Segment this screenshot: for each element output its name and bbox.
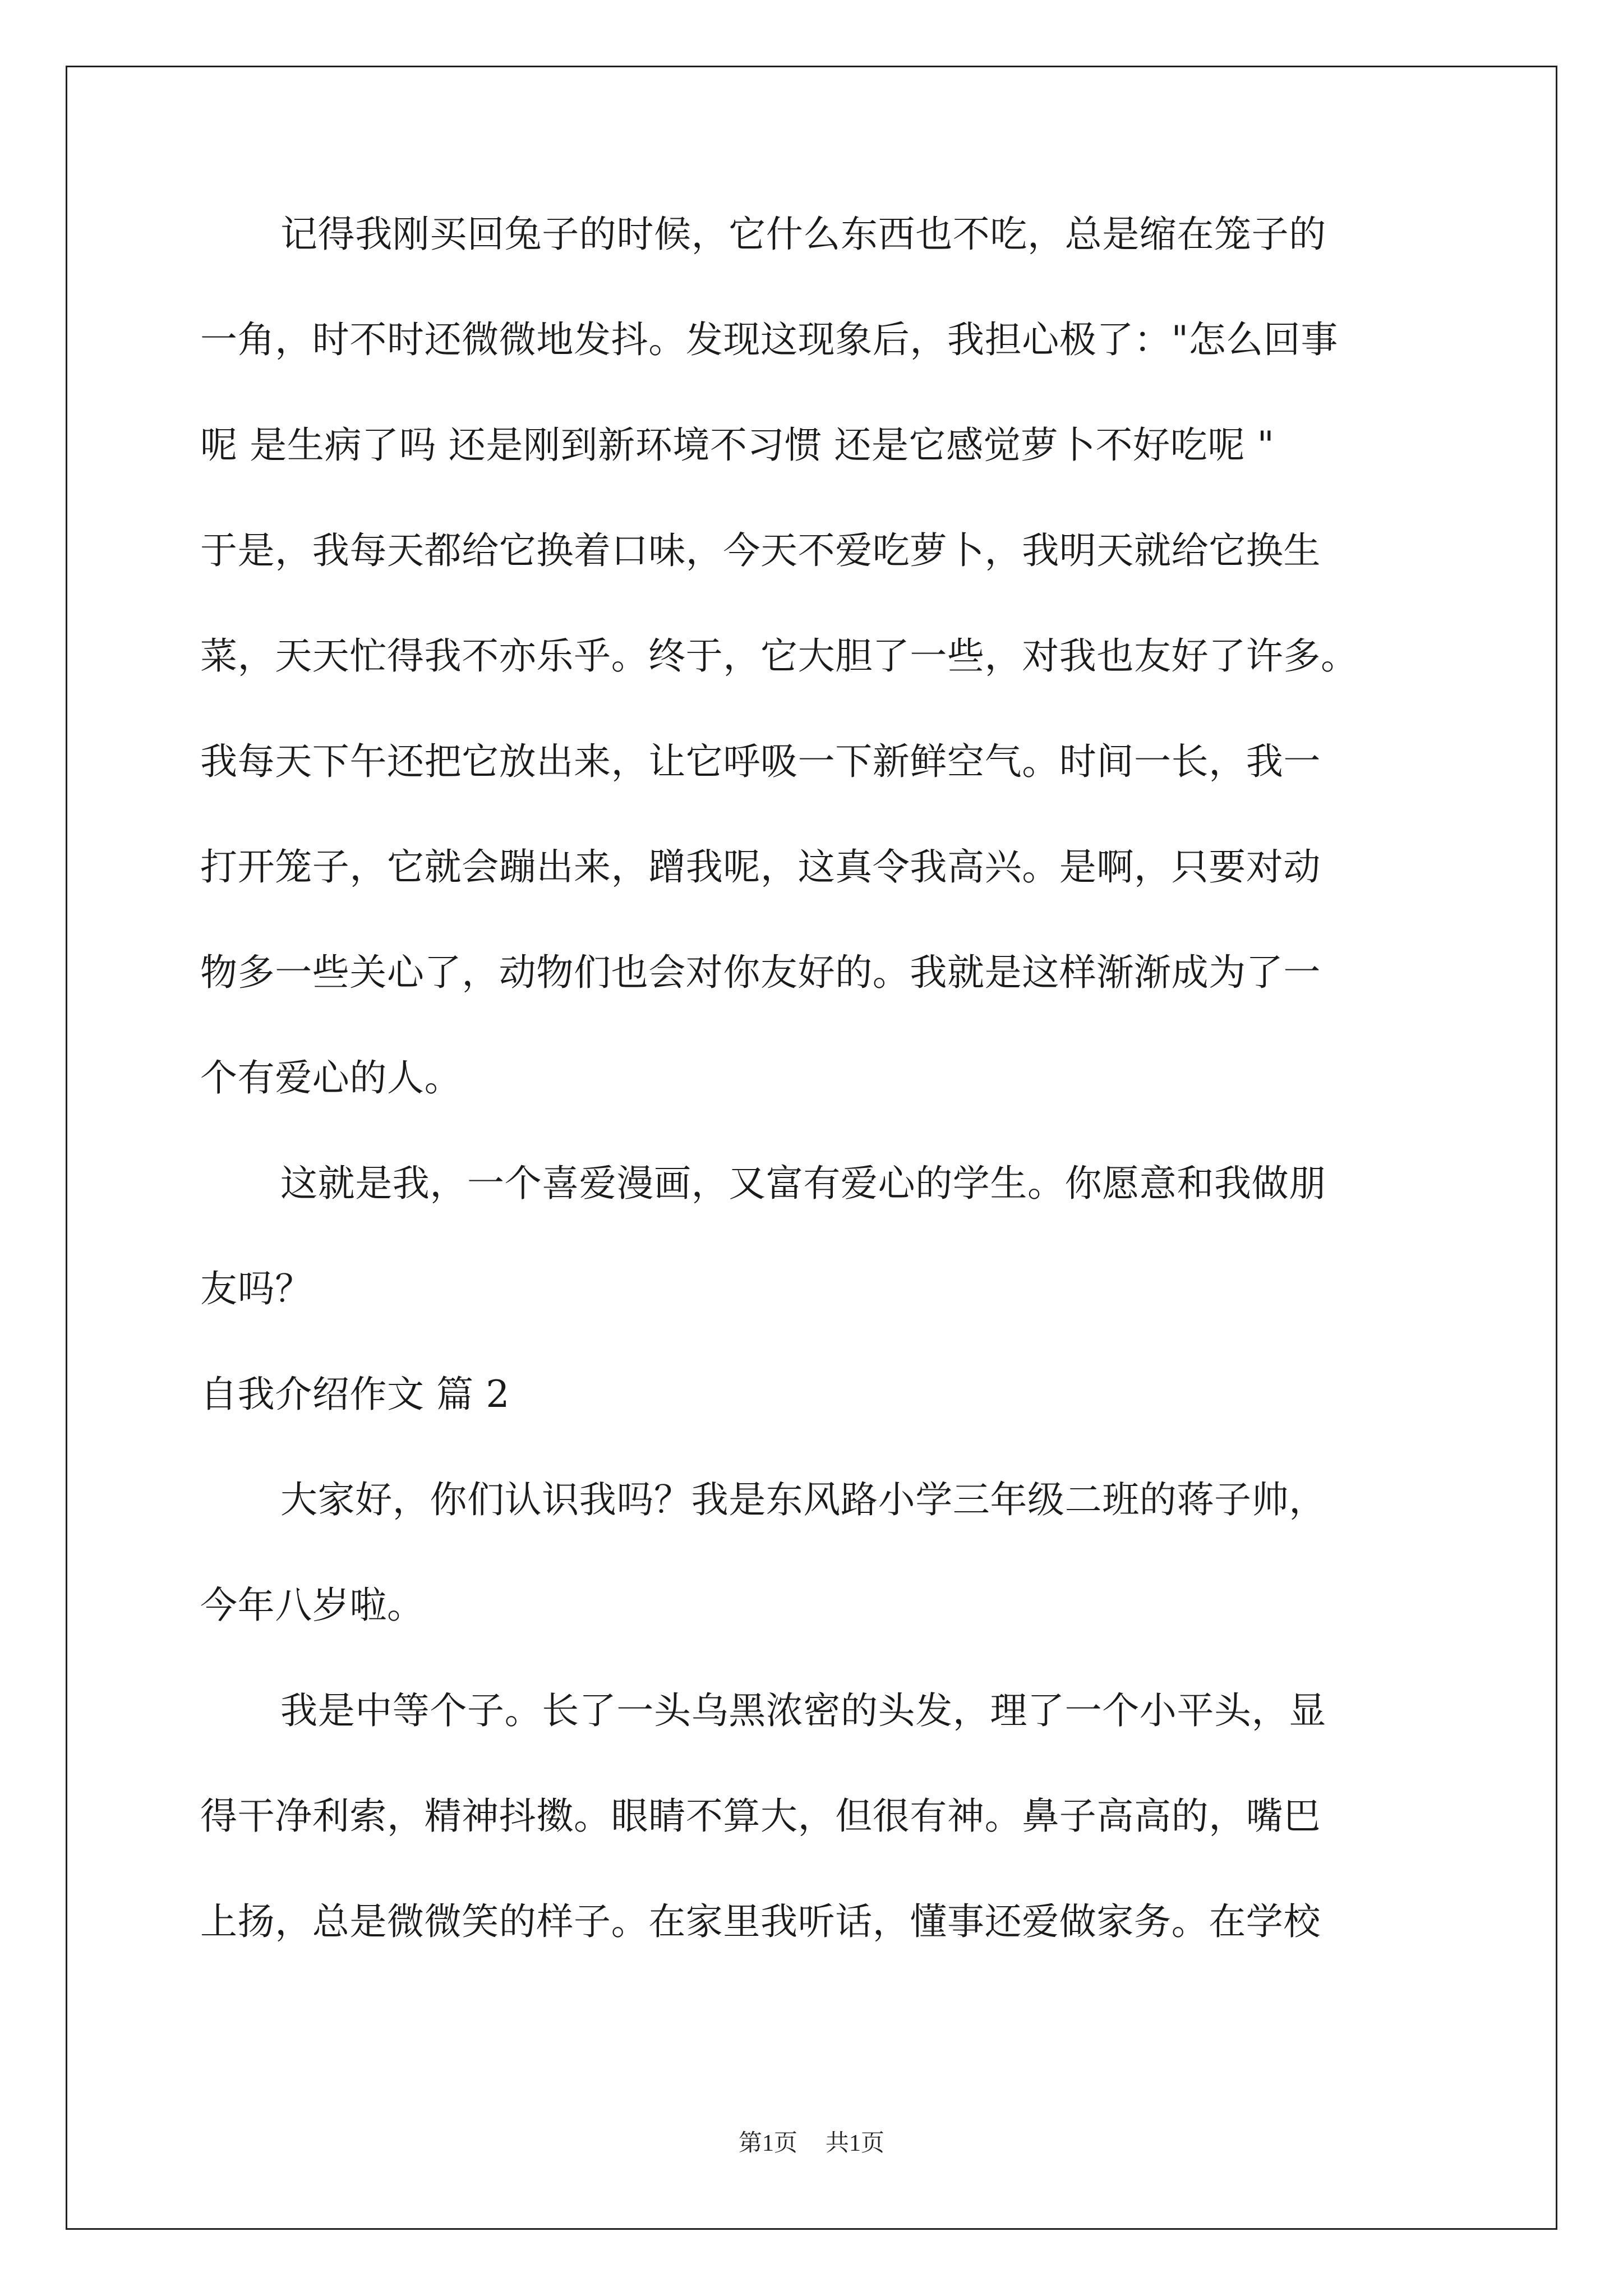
page-total: 共1页 xyxy=(826,2131,885,2156)
paragraph-line: 物多一些关心了，动物们也会对你友好的。我就是这样渐渐成为了一 xyxy=(200,951,1321,994)
paragraph-line: 一角，时不时还微微地发抖。发现这现象后，我担心极了："怎么回事 xyxy=(200,318,1338,361)
section-heading: 自我介绍作文 篇 2 xyxy=(200,1373,510,1416)
paragraph-line: 这就是我，一个喜爱漫画，又富有爱心的学生。你愿意和我做朋 xyxy=(280,1162,1326,1205)
paragraph-line: 于是，我每天都给它换着口味，今天不爱吃萝卜，我明天就给它换生 xyxy=(200,529,1321,572)
paragraph-line: 记得我刚买回兔子的时候，它什么东西也不吃，总是缩在笼子的 xyxy=(280,213,1326,256)
page-footer xyxy=(0,2132,1623,2155)
paragraph-line: 个有爱心的人。 xyxy=(200,1056,462,1099)
paragraph-line: 今年八岁啦。 xyxy=(200,1584,425,1627)
paragraph-line: 菜，天天忙得我不亦乐乎。终于，它大胆了一些，对我也友好了许多。 xyxy=(200,634,1358,678)
paragraph-line: 得干净利索，精神抖擞。眼睛不算大，但很有神。鼻子高高的，嘴巴 xyxy=(200,1795,1321,1838)
paragraph-line: 上扬，总是微微笑的样子。在家里我听话，懂事还爱做家务。在学校 xyxy=(200,1900,1321,1943)
paragraph-line: 我是中等个子。长了一头乌黑浓密的头发，理了一个小平头，显 xyxy=(280,1689,1326,1732)
paragraph-line: 打开笼子，它就会蹦出来，蹭我呢，这真令我高兴。是啊，只要对动 xyxy=(200,845,1321,889)
document-body xyxy=(200,213,1434,2009)
paragraph-line: 我每天下午还把它放出来，让它呼吸一下新鲜空气。时间一长，我一 xyxy=(200,740,1321,783)
paragraph-line: 呢 是生病了吗 还是刚到新环境不习惯 还是它感觉萝卜不好吃呢 " xyxy=(200,424,1275,467)
page-number: 第1页 xyxy=(738,2131,797,2156)
paragraph-line: 友吗？ xyxy=(200,1267,312,1310)
paragraph-line: 大家好，你们认识我吗？我是东风路小学三年级二班的蒋子帅， xyxy=(280,1478,1326,1521)
